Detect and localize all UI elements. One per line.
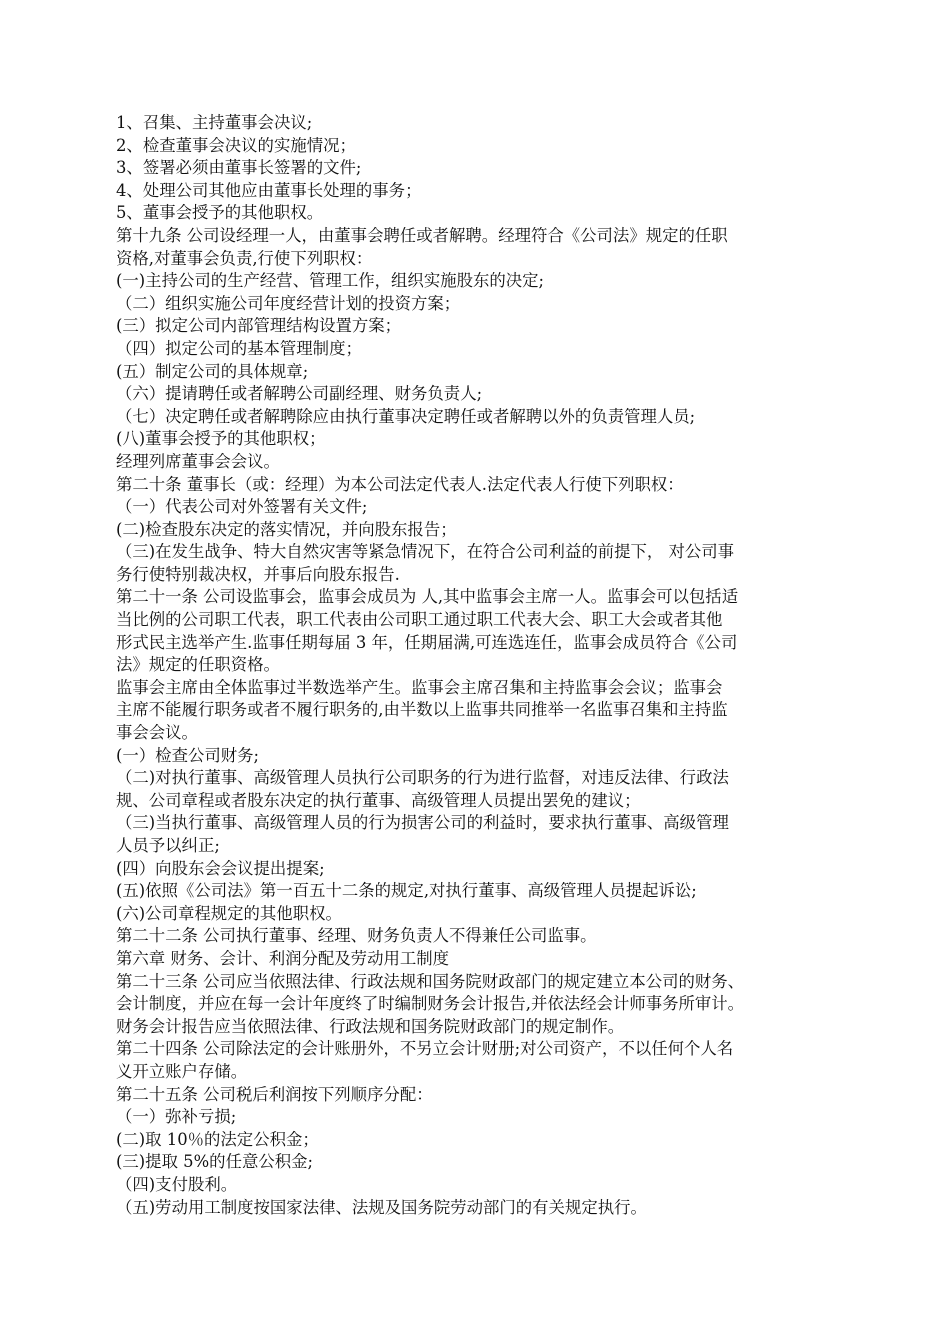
text-line: 人员予以纠正; [116,836,220,855]
text-line: 法》规定的任职资格。 [116,655,280,675]
text-line: （四）拟定公司的基本管理制度； [116,338,362,358]
text-line: 会计制度，并应在每一会计年度终了时编制财务会计报告,并依法经会计师事务所审计。 [116,994,745,1014]
text-line: 务行使特别裁决权，并事后向股东报告. [116,564,400,584]
text-line: （二）组织实施公司年度经营计划的投资方案； [116,293,461,313]
text-line: (一)主持公司的生产经营、管理工作，组织实施股东的决定; [116,271,545,291]
text-line: (五)依照《公司法》第一百五十二条的规定,对执行董事、高级管理人员提起诉讼; [116,881,697,901]
text-line: 第二十二条 公司执行董事、经理、财务负责人不得兼任公司监事。 [116,926,597,946]
text-line: 第二十一条 公司设监事会，监事会成员为 人,其中监事会主席一人。监事会可以包括适 [116,587,739,607]
text-line: 第二十条 董事长（或：经理）为本公司法定代表人.法定代表人行使下列职权： [116,474,684,494]
text-line: （四)支付股利。 [116,1174,238,1194]
text-line: 义开立账户存储。 [116,1061,248,1081]
text-line: 主席不能履行职务或者不履行职务的,由半数以上监事共同推举一名监事召集和主持监 [116,700,728,720]
text-line: 财务会计报告应当依照法律、行政法规和国务院财政部门的规定制作。 [116,1016,625,1036]
text-line: 第二十四条 公司除法定的会计账册外，不另立会计财册;对公司资产，不以任何个人名 [116,1039,734,1059]
text-line: 形式民主选举产生.监事任期每届 3 年，任期届满,可连选连任，监事会成员符合《公司 [116,632,738,652]
text-line: (五）制定公司的具体规章; [116,361,309,381]
text-line: 第二十三条 公司应当依照法律、行政法规和国务院财政部门的规定建立本公司的财务、 [116,971,745,991]
text-line: (二)取 10％的法定公积金； [116,1129,319,1149]
text-line: (三）拟定公司内部管理结构设置方案； [116,316,402,336]
text-line: （五)劳动用工制度按国家法律、法规及国务院劳动部门的有关规定执行。 [116,1197,647,1217]
text-line: 当比例的公司职工代表，职工代表由公司职工通过职工代表大会、职工大会或者其他 [116,610,723,630]
text-line: 5、董事会授予的其他职权。 [116,203,324,223]
text-line: 监事会主席由全体监事过半数选举产生。监事会主席召集和主持监事会会议；监事会 [116,677,723,697]
document-body [116,112,846,1219]
text-line: 第十九条 公司设经理一人，由董事会聘任或者解聘。经理符合《公司法》规定的任职 [116,225,728,245]
text-line: 2、检查董事会决议的实施情况； [116,135,356,155]
text-line: (一）检查公司财务; [116,745,260,765]
text-line: 规、公司章程或者股东决定的执行董事、高级管理人员提出罢免的建议； [116,790,641,810]
text-line: （七）决定聘任或者解聘除应由执行董事决定聘任或者解聘以外的负责管理人员; [116,406,696,426]
text-line: 1、召集、主持董事会决议; [116,113,313,132]
text-line: （三)在发生战争、特大自然灾害等紧急情况下，在符合公司利益的前提下， 对公司事 [116,542,735,562]
text-line: (八)董事会授予的其他职权； [116,429,326,449]
text-line: （一）弥补亏损; [116,1107,237,1127]
text-line: 事会会议。 [116,723,198,743]
text-line: （六）提请聘任或者解聘公司副经理、财务负责人; [116,384,483,404]
text-line: 经理列席董事会会议。 [116,451,280,471]
text-line: （三)当执行董事、高级管理人员的行为损害公司的利益时，要求执行董事、高级管理 [116,813,729,833]
text-line: （二)对执行董事、高级管理人员执行公司职务的行为进行监督，对违反法律、行政法 [116,768,729,788]
text-line: （一）代表公司对外签署有关文件; [116,497,368,517]
text-line: (二)检查股东决定的落实情况，并向股东报告； [116,519,457,539]
text-line: 第二十五条 公司税后利润按下列顺序分配： [116,1084,433,1104]
text-line: (三)提取 5%的任意公积金; [116,1152,314,1172]
text-line: 第六章 财务、会计、利润分配及劳动用工制度 [116,948,450,968]
text-line: (六)公司章程规定的其他职权。 [116,903,342,923]
text-line: (四）向股东会会议提出提案; [116,858,325,878]
text-line: 4、处理公司其他应由董事长处理的事务； [116,180,422,200]
text-line: 资格,对董事会负责,行使下列职权： [116,248,373,268]
text-line: 3、签署必须由董事长签署的文件; [116,158,362,178]
